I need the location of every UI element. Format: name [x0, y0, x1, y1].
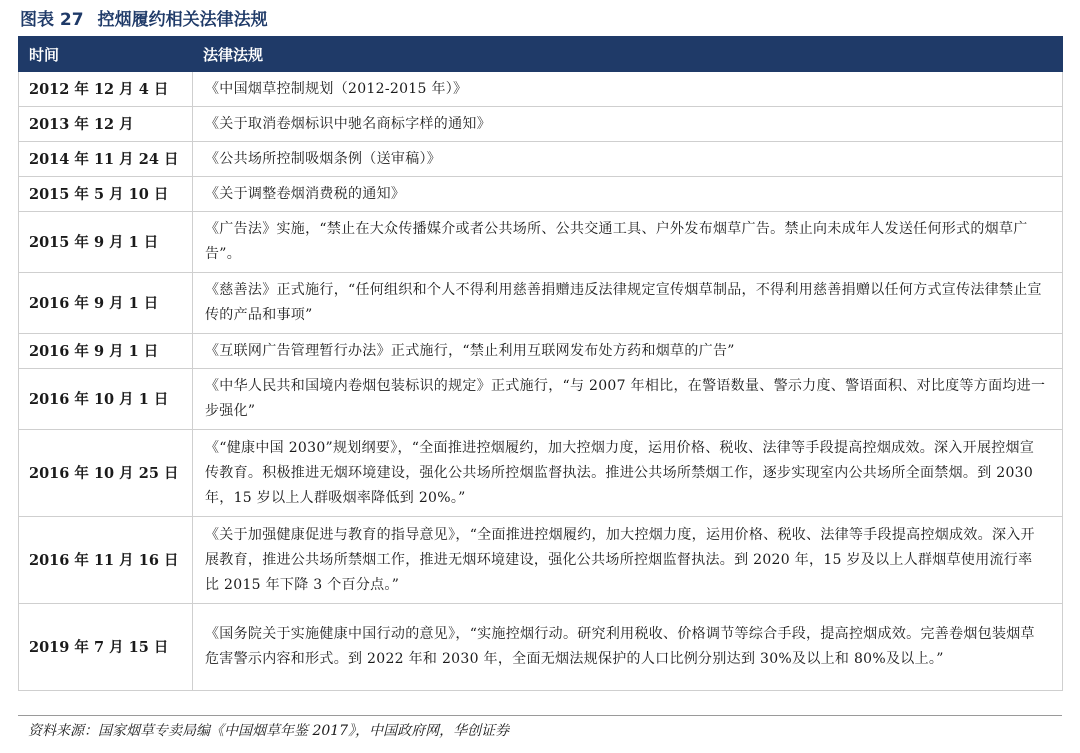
row-law: 《中华人民共和国境内卷烟包装标识的规定》正式施行，“与 2007 年相比，在警语数量、警示力度、警语面积、对比度等方面均进一步强化”: [193, 369, 1063, 430]
table-header-row: [19, 37, 1063, 72]
table-row: [19, 273, 1063, 334]
row-date: 2016 年 10 月 1 日: [19, 369, 193, 430]
table-row: [19, 369, 1063, 430]
row-date: 2019 年 7 月 15 日: [19, 604, 193, 691]
row-law: 《关于取消卷烟标识中驰名商标字样的通知》: [193, 107, 1063, 142]
row-date: 2013 年 12 月: [19, 107, 193, 142]
table-row: [19, 142, 1063, 177]
row-law: 《中国烟草控制规划（2012-2015 年）》: [193, 72, 1063, 107]
row-law: 《广告法》实施，“禁止在大众传播媒介或者公共场所、公共交通工具、户外发布烟草广告。禁止向未成年人发送任何形式的烟草广告”。: [193, 212, 1063, 273]
table-row: [19, 517, 1063, 604]
row-date: 2015 年 5 月 10 日: [19, 177, 193, 212]
row-law: 《关于加强健康促进与教育的指导意见》，“全面推进控烟履约，加大控烟力度，运用价格、税收、法律等手段提高控烟成效。深入开展教育，推进公共场所禁烟工作，推进无烟环境建设，强化公共场所控烟监督执法。到 2020 年，15 岁及以上人群烟草使用流行率比 2015 年下降 3 个百分点。”: [193, 517, 1063, 604]
row-law: 《慈善法》正式施行，“任何组织和个人不得利用慈善捐赠违反法律规定宣传烟草制品，不得利用慈善捐赠以任何方式宣传法律禁止宣传的产品和事项”: [193, 273, 1063, 334]
row-law: 《互联网广告管理暂行办法》正式施行，“禁止利用互联网发布处方药和烟草的广告”: [193, 334, 1063, 369]
column-header-date: 时间: [19, 37, 193, 72]
table-row: [19, 334, 1063, 369]
laws-table: [18, 36, 1063, 691]
table-row: [19, 177, 1063, 212]
row-date: 2016 年 10 月 25 日: [19, 430, 193, 517]
row-date: 2016 年 11 月 16 日: [19, 517, 193, 604]
figure-label: 图表 27: [20, 10, 84, 30]
row-law: 《国务院关于实施健康中国行动的意见》，“实施控烟行动。研究利用税收、价格调节等综合手段，提高控烟成效。完善卷烟包装烟草危害警示内容和形式。到 2022 年和 2030 年，全面无烟法规保护的人口比例分别达到 30%及以上和 80%及以上。”: [193, 604, 1063, 691]
source-divider: [18, 715, 1062, 716]
row-date: 2016 年 9 月 1 日: [19, 273, 193, 334]
table-row: [19, 604, 1063, 691]
table-row: [19, 430, 1063, 517]
table-row: [19, 107, 1063, 142]
row-date: 2012 年 12 月 4 日: [19, 72, 193, 107]
row-date: 2014 年 11 月 24 日: [19, 142, 193, 177]
row-date: 2015 年 9 月 1 日: [19, 212, 193, 273]
laws-table-container: [18, 36, 1062, 691]
row-law: 《公共场所控制吸烟条例（送审稿）》: [193, 142, 1063, 177]
table-row: [19, 72, 1063, 107]
column-header-law: 法律法规: [193, 37, 1063, 72]
table-row: [19, 212, 1063, 273]
row-law: 《关于调整卷烟消费税的通知》: [193, 177, 1063, 212]
figure-title: [20, 6, 282, 34]
figure-caption: 控烟履约相关法律法规: [97, 10, 268, 30]
source-note: 资料来源：国家烟草专卖局编《中国烟草年鉴 2017》，中国政府网，华创证券: [28, 723, 510, 739]
row-date: 2016 年 9 月 1 日: [19, 334, 193, 369]
row-law: 《“健康中国 2030”规划纲要》，“全面推进控烟履约，加大控烟力度，运用价格、税收、法律等手段提高控烟成效。深入开展控烟宣传教育。积极推进无烟环境建设，强化公共场所控烟监督执法。推进公共场所禁烟工作，逐步实现室内公共场所全面禁烟。到 2030 年，15 岁以上人群吸烟率降低到 20%。”: [193, 430, 1063, 517]
